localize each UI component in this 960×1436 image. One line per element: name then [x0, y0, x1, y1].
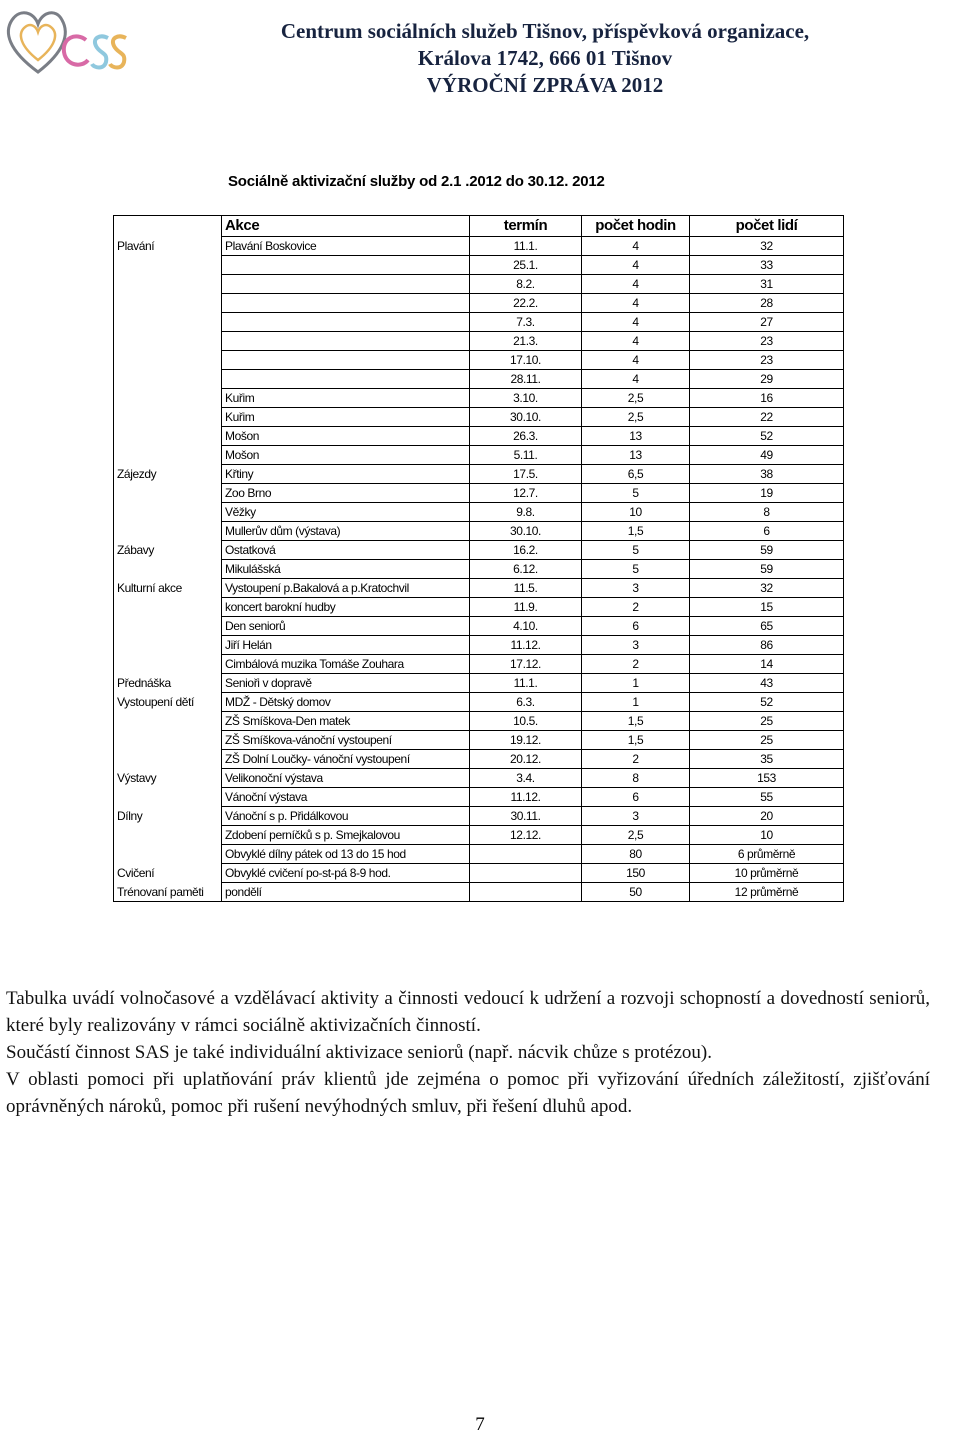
lidi-cell: 31 — [690, 275, 844, 294]
category-cell: Vystoupení dětí — [114, 693, 222, 712]
hodin-cell: 6 — [582, 788, 690, 807]
document-header — [130, 18, 960, 99]
category-cell — [114, 655, 222, 674]
termin-cell: 8.2. — [470, 275, 582, 294]
hodin-cell: 50 — [582, 883, 690, 902]
lidi-cell: 52 — [690, 427, 844, 446]
hodin-cell: 1 — [582, 693, 690, 712]
akce-cell: Mullerův dům (výstava) — [222, 522, 470, 541]
akce-cell: ZŠ Dolní Loučky- vánoční vystoupení — [222, 750, 470, 769]
akce-cell: Mošon — [222, 427, 470, 446]
termin-cell: 12.7. — [470, 484, 582, 503]
header-address: Králova 1742, 666 01 Tišnov — [417, 46, 673, 70]
table-row — [114, 826, 844, 845]
termin-cell — [470, 883, 582, 902]
hodin-cell: 2 — [582, 750, 690, 769]
category-cell — [114, 351, 222, 370]
category-cell: Dílny — [114, 807, 222, 826]
akce-cell: Jiří Helán — [222, 636, 470, 655]
akce-cell: Senioři v dopravě — [222, 674, 470, 693]
hodin-cell: 2,5 — [582, 408, 690, 427]
category-cell — [114, 313, 222, 332]
category-cell — [114, 636, 222, 655]
activities-table — [113, 215, 844, 902]
table-row — [114, 351, 844, 370]
termin-cell — [470, 864, 582, 883]
lidi-cell: 27 — [690, 313, 844, 332]
akce-cell: Kuřim — [222, 408, 470, 427]
termin-cell: 3.4. — [470, 769, 582, 788]
table-row — [114, 484, 844, 503]
lidi-cell: 14 — [690, 655, 844, 674]
akce-cell: Vystoupení p.Bakalová a p.Kratochvil — [222, 579, 470, 598]
akce-cell: Vánoční s p. Přidálkovou — [222, 807, 470, 826]
table-title: Sociálně aktivizační služby od 2.1 .2012 do 30.12. 2012 — [228, 173, 605, 190]
table-row — [114, 731, 844, 750]
hodin-cell: 4 — [582, 370, 690, 389]
hodin-cell: 6 — [582, 617, 690, 636]
termin-cell: 4.10. — [470, 617, 582, 636]
header-pocet-hodin: počet hodin — [582, 216, 690, 237]
table-row — [114, 636, 844, 655]
table-row — [114, 522, 844, 541]
category-cell — [114, 522, 222, 541]
lidi-cell: 19 — [690, 484, 844, 503]
akce-cell: Den seniorů — [222, 617, 470, 636]
hodin-cell: 13 — [582, 446, 690, 465]
akce-cell — [222, 332, 470, 351]
table-body — [114, 237, 844, 902]
category-cell — [114, 446, 222, 465]
akce-cell: ZŠ Smíškova-Den matek — [222, 712, 470, 731]
header-organization: Centrum sociálních služeb Tišnov, příspěvková organizace, — [280, 19, 810, 43]
table-header-row — [114, 216, 844, 237]
termin-cell: 12.12. — [470, 826, 582, 845]
table-row — [114, 579, 844, 598]
header-termin: termín — [470, 216, 582, 237]
lidi-cell: 25 — [690, 712, 844, 731]
table-row — [114, 237, 844, 256]
akce-cell: Zoo Brno — [222, 484, 470, 503]
termin-cell: 21.3. — [470, 332, 582, 351]
table-row — [114, 712, 844, 731]
hodin-cell: 5 — [582, 484, 690, 503]
lidi-cell: 65 — [690, 617, 844, 636]
lidi-cell: 12 průměrně — [690, 883, 844, 902]
category-cell — [114, 484, 222, 503]
category-cell: Plavání — [114, 237, 222, 256]
akce-cell: Mošon — [222, 446, 470, 465]
akce-cell — [222, 275, 470, 294]
termin-cell: 11.12. — [470, 788, 582, 807]
lidi-cell: 15 — [690, 598, 844, 617]
hodin-cell: 150 — [582, 864, 690, 883]
akce-cell — [222, 370, 470, 389]
lidi-cell: 10 — [690, 826, 844, 845]
termin-cell: 19.12. — [470, 731, 582, 750]
hodin-cell: 6,5 — [582, 465, 690, 484]
category-cell — [114, 788, 222, 807]
lidi-cell: 153 — [690, 769, 844, 788]
table-row — [114, 427, 844, 446]
hodin-cell: 2 — [582, 655, 690, 674]
termin-cell: 3.10. — [470, 389, 582, 408]
table-row — [114, 370, 844, 389]
table-row — [114, 332, 844, 351]
category-cell — [114, 731, 222, 750]
table-row — [114, 845, 844, 864]
lidi-cell: 6 průměrně — [690, 845, 844, 864]
hodin-cell: 2,5 — [582, 826, 690, 845]
hodin-cell: 4 — [582, 275, 690, 294]
table-row — [114, 294, 844, 313]
lidi-cell: 29 — [690, 370, 844, 389]
category-cell: Výstavy — [114, 769, 222, 788]
akce-cell: koncert barokní hudby — [222, 598, 470, 617]
lidi-cell: 16 — [690, 389, 844, 408]
category-cell: Trénovaní paměti — [114, 883, 222, 902]
hodin-cell: 13 — [582, 427, 690, 446]
hodin-cell: 5 — [582, 560, 690, 579]
body-paragraph — [6, 985, 930, 1120]
table-row — [114, 446, 844, 465]
termin-cell: 9.8. — [470, 503, 582, 522]
header-category — [114, 216, 222, 237]
table-row — [114, 541, 844, 560]
lidi-cell: 25 — [690, 731, 844, 750]
termin-cell: 6.3. — [470, 693, 582, 712]
table-row — [114, 503, 844, 522]
akce-cell — [222, 313, 470, 332]
hodin-cell: 2,5 — [582, 389, 690, 408]
category-cell — [114, 826, 222, 845]
hodin-cell: 1,5 — [582, 731, 690, 750]
lidi-cell: 32 — [690, 579, 844, 598]
termin-cell: 5.11. — [470, 446, 582, 465]
termin-cell — [470, 845, 582, 864]
akce-cell: Obvyklé dílny pátek od 13 do 15 hod — [222, 845, 470, 864]
lidi-cell: 59 — [690, 541, 844, 560]
termin-cell: 16.2. — [470, 541, 582, 560]
akce-cell: Kuřim — [222, 389, 470, 408]
lidi-cell: 43 — [690, 674, 844, 693]
lidi-cell: 28 — [690, 294, 844, 313]
hodin-cell: 5 — [582, 541, 690, 560]
lidi-cell: 23 — [690, 351, 844, 370]
lidi-cell: 86 — [690, 636, 844, 655]
table-row — [114, 807, 844, 826]
termin-cell: 25.1. — [470, 256, 582, 275]
hodin-cell: 2 — [582, 598, 690, 617]
paragraph-sentence-2: Součástí činnost SAS je také individuální aktivizace seniorů (např. nácvik chůze s protézou). — [6, 1042, 712, 1063]
lidi-cell: 49 — [690, 446, 844, 465]
termin-cell: 6.12. — [470, 560, 582, 579]
akce-cell: ZŠ Smíškova-vánoční vystoupení — [222, 731, 470, 750]
akce-cell: Obvyklé cvičení po-st-pá 8-9 hod. — [222, 864, 470, 883]
category-cell — [114, 750, 222, 769]
hodin-cell: 4 — [582, 351, 690, 370]
category-cell — [114, 427, 222, 446]
category-cell — [114, 560, 222, 579]
termin-cell: 10.5. — [470, 712, 582, 731]
lidi-cell: 35 — [690, 750, 844, 769]
lidi-cell: 38 — [690, 465, 844, 484]
akce-cell: Vánoční výstava — [222, 788, 470, 807]
table-row — [114, 598, 844, 617]
termin-cell: 17.5. — [470, 465, 582, 484]
hodin-cell: 4 — [582, 294, 690, 313]
lidi-cell: 33 — [690, 256, 844, 275]
hodin-cell: 4 — [582, 313, 690, 332]
paragraph-sentence-1: Tabulka uvádí volnočasové a vzdělávací aktivity a činnosti vedoucí k udržení a rozvoji schopností a dovedností seniorů, které byly realizovány v rámci sociálně aktivizačních činností. — [6, 988, 930, 1036]
category-cell — [114, 256, 222, 275]
akce-cell — [222, 256, 470, 275]
hodin-cell: 4 — [582, 237, 690, 256]
termin-cell: 30.10. — [470, 522, 582, 541]
page-number: 7 — [475, 1414, 485, 1435]
lidi-cell: 22 — [690, 408, 844, 427]
lidi-cell: 32 — [690, 237, 844, 256]
header-pocet-lidi: počet lidí — [690, 216, 844, 237]
hodin-cell: 1,5 — [582, 712, 690, 731]
lidi-cell: 52 — [690, 693, 844, 712]
table-row — [114, 693, 844, 712]
hodin-cell: 4 — [582, 256, 690, 275]
hodin-cell: 3 — [582, 807, 690, 826]
akce-cell: Křtiny — [222, 465, 470, 484]
termin-cell: 17.12. — [470, 655, 582, 674]
hodin-cell: 1,5 — [582, 522, 690, 541]
lidi-cell: 23 — [690, 332, 844, 351]
hodin-cell: 80 — [582, 845, 690, 864]
header-report-title: VÝROČNÍ ZPRÁVA 2012 — [426, 73, 664, 97]
akce-cell: Zdobení perníčků s p. Smejkalovou — [222, 826, 470, 845]
category-cell: Zájezdy — [114, 465, 222, 484]
table-row — [114, 256, 844, 275]
table-row — [114, 674, 844, 693]
table-row — [114, 560, 844, 579]
category-cell — [114, 275, 222, 294]
hodin-cell: 3 — [582, 636, 690, 655]
table-row — [114, 864, 844, 883]
akce-cell: Mikulášská — [222, 560, 470, 579]
category-cell — [114, 503, 222, 522]
table-row — [114, 883, 844, 902]
hodin-cell: 1 — [582, 674, 690, 693]
css-logo-icon — [2, 2, 130, 86]
akce-cell — [222, 351, 470, 370]
lidi-cell: 55 — [690, 788, 844, 807]
hodin-cell: 3 — [582, 579, 690, 598]
termin-cell: 30.11. — [470, 807, 582, 826]
akce-cell: Plavání Boskovice — [222, 237, 470, 256]
category-cell — [114, 332, 222, 351]
category-cell — [114, 617, 222, 636]
category-cell — [114, 294, 222, 313]
paragraph-sentence-3: V oblasti pomoci při uplatňování práv klientů jde zejména o pomoc při vyřizování úředních záležitostí, zjišťování oprávněných nároků, pomoc při rušení nevýhodných smluv, při řešení dluhů apod. — [6, 1069, 930, 1117]
akce-cell: Ostatková — [222, 541, 470, 560]
hodin-cell: 8 — [582, 769, 690, 788]
table-row — [114, 313, 844, 332]
lidi-cell: 20 — [690, 807, 844, 826]
table-row — [114, 750, 844, 769]
termin-cell: 11.1. — [470, 674, 582, 693]
termin-cell: 11.1. — [470, 237, 582, 256]
header-akce: Akce — [222, 216, 470, 237]
akce-cell: MDŽ - Dětský domov — [222, 693, 470, 712]
lidi-cell: 6 — [690, 522, 844, 541]
termin-cell: 11.9. — [470, 598, 582, 617]
table-row — [114, 408, 844, 427]
category-cell — [114, 370, 222, 389]
termin-cell: 20.12. — [470, 750, 582, 769]
category-cell: Kulturní akce — [114, 579, 222, 598]
akce-cell: Velikonoční výstava — [222, 769, 470, 788]
hodin-cell: 4 — [582, 332, 690, 351]
table-row — [114, 389, 844, 408]
table-row — [114, 465, 844, 484]
table-row — [114, 655, 844, 674]
termin-cell: 17.10. — [470, 351, 582, 370]
termin-cell: 28.11. — [470, 370, 582, 389]
category-cell: Cvičení — [114, 864, 222, 883]
akce-cell — [222, 294, 470, 313]
termin-cell: 30.10. — [470, 408, 582, 427]
table-row — [114, 275, 844, 294]
category-cell — [114, 389, 222, 408]
table-row — [114, 788, 844, 807]
category-cell — [114, 712, 222, 731]
termin-cell: 11.12. — [470, 636, 582, 655]
termin-cell: 7.3. — [470, 313, 582, 332]
lidi-cell: 8 — [690, 503, 844, 522]
lidi-cell: 10 průměrně — [690, 864, 844, 883]
hodin-cell: 10 — [582, 503, 690, 522]
category-cell — [114, 598, 222, 617]
category-cell: Zábavy — [114, 541, 222, 560]
termin-cell: 11.5. — [470, 579, 582, 598]
akce-cell: Cimbálová muzika Tomáše Zouhara — [222, 655, 470, 674]
lidi-cell: 59 — [690, 560, 844, 579]
termin-cell: 22.2. — [470, 294, 582, 313]
category-cell — [114, 845, 222, 864]
table-row — [114, 617, 844, 636]
category-cell — [114, 408, 222, 427]
termin-cell: 26.3. — [470, 427, 582, 446]
akce-cell: Věžky — [222, 503, 470, 522]
table-row — [114, 769, 844, 788]
akce-cell: pondělí — [222, 883, 470, 902]
category-cell: Přednáška — [114, 674, 222, 693]
